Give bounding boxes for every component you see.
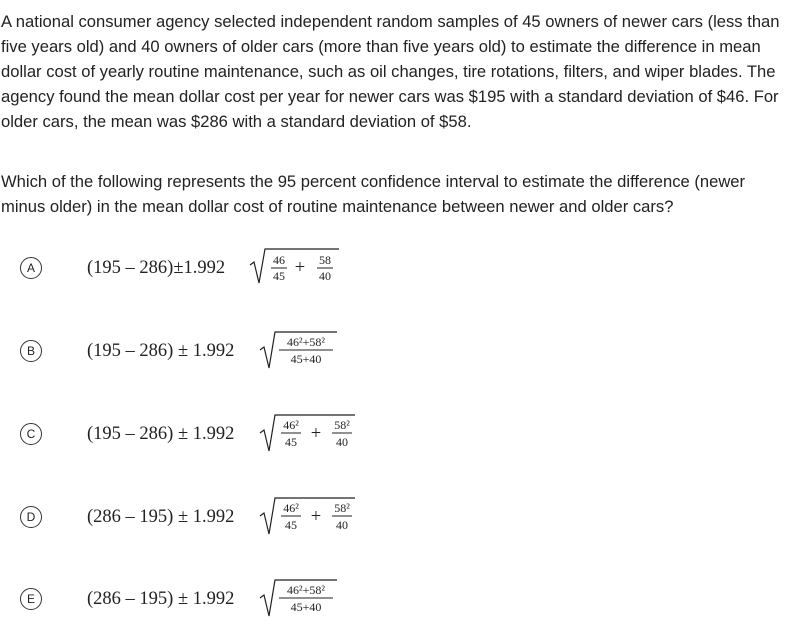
option-letter-badge[interactable]: C [20, 423, 42, 445]
fraction-numerator: 46²+58² [287, 335, 325, 349]
formula-lead: (195 – 286)±1.992 [87, 258, 226, 278]
option-c[interactable] [20, 403, 800, 463]
stem-line: minus older) in the mean dollar cost of routine maintenance between newer and older cars? [1, 197, 674, 216]
stem-line: dollar cost of yearly routine maintenance, such as oil changes, tire rotations, filters, and wiper blades. The [1, 62, 776, 81]
fraction-denominator: 45 [285, 435, 297, 449]
option-b[interactable] [20, 320, 800, 380]
fraction-numerator: 46² [283, 418, 299, 432]
fraction-numerator: 46² [283, 501, 299, 515]
fraction-denominator: 45+40 [290, 352, 322, 366]
stem-line: five years old) and 40 owners of older cars (more than five years old) to estimate the difference in mean [1, 37, 761, 56]
formula-lead: (286 – 195) ± 1.992 [87, 589, 235, 609]
formula-d [87, 486, 387, 552]
fraction-denominator: 45+40 [290, 600, 322, 614]
option-letter-badge[interactable]: B [20, 340, 42, 362]
stem-line: Which of the following represents the 95 percent confidence interval to estimate the difference (newer [1, 172, 746, 191]
option-letter-badge[interactable]: A [20, 257, 42, 279]
option-letter-badge[interactable]: D [20, 506, 42, 528]
option-letter-badge[interactable]: E [20, 588, 42, 610]
question-paragraph-2 [1, 169, 799, 219]
fraction-numerator: 46²+58² [287, 583, 325, 597]
stem-line: A national consumer agency selected independent random samples of 45 owners of newer cars (less than [1, 12, 780, 31]
fraction-numerator: 46 [273, 253, 285, 267]
fraction-denominator: 40 [319, 269, 331, 283]
formula-lead: (195 – 286) ± 1.992 [87, 341, 235, 361]
formula-lead: (286 – 195) ± 1.992 [87, 507, 235, 527]
plus-sign: + [310, 507, 322, 527]
fraction-denominator: 45 [285, 518, 297, 532]
formula-a [87, 237, 387, 303]
formula-lead: (195 – 286) ± 1.992 [87, 424, 235, 444]
fraction-numerator: 58 [319, 253, 331, 267]
fraction-numerator: 58² [334, 501, 350, 515]
formula-e [87, 568, 387, 634]
fraction-denominator: 40 [336, 518, 348, 532]
option-e[interactable] [20, 568, 800, 628]
plus-sign: + [294, 258, 306, 278]
stem-line: agency found the mean dollar cost per year for newer cars was $195 with a standard deviation of $46. For [1, 87, 779, 106]
stem-line: older cars, the mean was $286 with a standard deviation of $58. [1, 112, 472, 131]
option-a[interactable] [20, 237, 800, 297]
plus-sign: + [310, 424, 322, 444]
fraction-denominator: 45 [273, 269, 285, 283]
question-paragraph-1 [1, 9, 799, 134]
fraction-denominator: 40 [336, 435, 348, 449]
option-d[interactable] [20, 486, 800, 546]
fraction-numerator: 58² [334, 418, 350, 432]
formula-c [87, 403, 387, 469]
formula-b [87, 320, 387, 386]
